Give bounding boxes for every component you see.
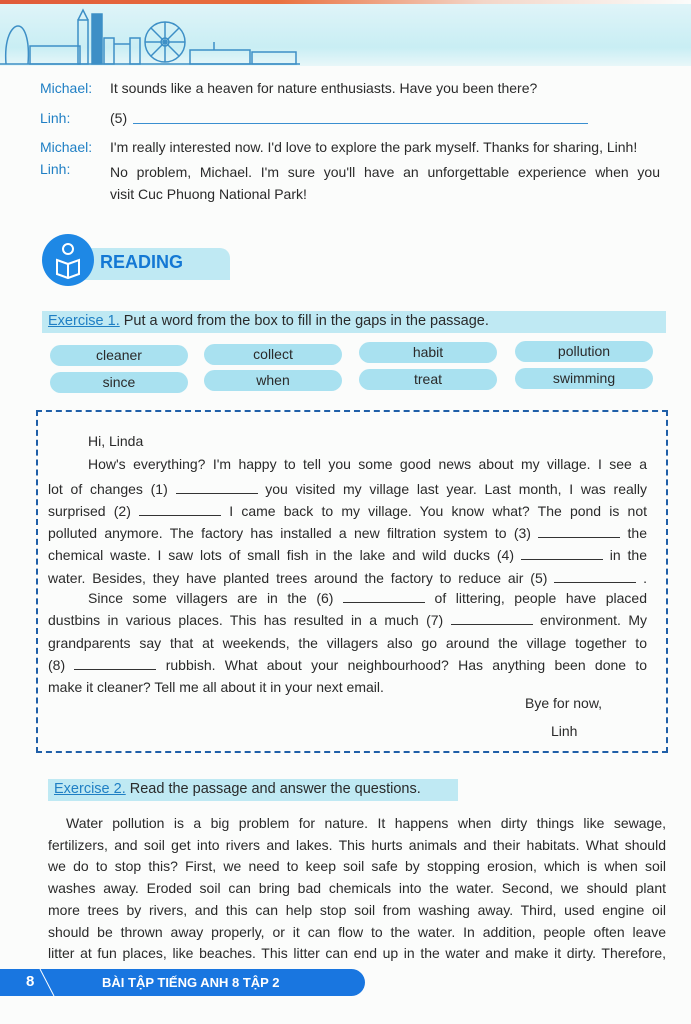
- letter-line: [88, 432, 143, 450]
- text-segment: of littering, people have placed: [434, 590, 647, 606]
- text-segment: How's everything? I'm happy to tell you some good news about my village. I see a: [88, 456, 647, 472]
- answer-blank[interactable]: [139, 504, 221, 516]
- answer-blank[interactable]: [538, 526, 620, 538]
- text-segment: in the: [609, 547, 648, 563]
- letter-line: [48, 569, 647, 587]
- text-segment: (8): [48, 657, 75, 673]
- page-number: 8: [26, 973, 35, 990]
- letter-line: [48, 546, 647, 564]
- word-chip: since: [50, 372, 188, 393]
- text-segment: the: [627, 525, 648, 541]
- text-segment: surprised (2): [48, 503, 140, 519]
- answer-blank[interactable]: [176, 482, 258, 494]
- speaker: Michael:: [40, 139, 93, 155]
- dialogue-text: No problem, Michael. I'm sure you'll have an unforgettable experience when you: [110, 164, 660, 180]
- speaker: Michael:: [40, 80, 93, 96]
- dialogue-text: visit Cuc Phuong National Park!: [110, 186, 307, 202]
- exercise-1-heading: [42, 311, 666, 333]
- answer-blank[interactable]: [343, 591, 425, 603]
- dialogue-line: [40, 139, 670, 155]
- divider-slash: [38, 969, 58, 996]
- word-chip: habit: [359, 342, 497, 363]
- letter-line: [48, 656, 647, 674]
- letter-line: [48, 524, 647, 542]
- word-chip: collect: [204, 344, 342, 365]
- answer-blank[interactable]: [74, 658, 156, 670]
- text-segment: .: [643, 570, 647, 586]
- word-chip: treat: [359, 369, 497, 390]
- text-segment: environment. My: [540, 612, 647, 628]
- letter-line: [48, 502, 647, 520]
- word-chip: when: [204, 370, 342, 391]
- passage-line: washes away. Eroded soil can bring bad chemicals into the water. Second, we should plant: [48, 880, 666, 897]
- reading-person-icon: [42, 234, 94, 286]
- answer-blank[interactable]: [451, 613, 533, 625]
- text-segment: dustbins in various places. This has resulted in a much (7): [48, 612, 451, 628]
- answer-blank[interactable]: [554, 571, 636, 583]
- text-segment: I came back to my village. You know what? The pond is not: [229, 503, 648, 519]
- letter-line: [48, 480, 647, 498]
- word-chip: swimming: [515, 368, 653, 389]
- letter-line: [48, 634, 647, 652]
- dialogue-line: [40, 80, 670, 96]
- exercise-label: Exercise 1.: [48, 313, 120, 329]
- passage-line: Water pollution is a big problem for nature. It happens when dirty things like sewage,: [66, 815, 666, 831]
- exercise-label: Exercise 2.: [54, 781, 126, 797]
- passage-line: we do to stop this? First, we need to keep soil safe by stopping erosion, which is when soil: [48, 858, 666, 875]
- word-chip: cleaner: [50, 345, 188, 366]
- speaker: Linh:: [40, 110, 71, 126]
- text-segment: lot of changes (1): [48, 481, 176, 497]
- letter-line: [88, 455, 647, 473]
- text-segment: make it cleaner? Tell me all about it in your next email.: [48, 679, 384, 695]
- letter-line: [88, 589, 647, 607]
- dialogue-line: [40, 110, 670, 126]
- letter-line: [48, 678, 384, 696]
- exercise-instruction: Read the passage and answer the questions.: [125, 781, 421, 797]
- letter-signature: Linh: [551, 723, 578, 739]
- text-segment: you visited my village last year. Last month, I was really: [265, 481, 647, 497]
- text-segment: polluted anymore. The factory has installed a new filtration system to (3): [48, 525, 539, 541]
- passage-line: more trees by rivers, and this can help stop soil from washing away. Third, used engine oil: [48, 901, 666, 918]
- dialogue-line: [40, 161, 670, 205]
- text-segment: water. Besides, they have planted trees around the factory to reduce air (5): [48, 570, 555, 586]
- word-chip: pollution: [515, 341, 653, 362]
- book-title: BÀI TẬP TIẾNG ANH 8 TẬP 2: [102, 975, 280, 990]
- letter-signoff: Bye for now,: [525, 695, 603, 711]
- speaker: Linh:: [40, 161, 71, 177]
- text-segment: grandparents say that at weekends, the villagers also go around the village together to: [48, 635, 647, 651]
- text-segment: Hi, Linda: [88, 433, 144, 449]
- passage-line: litter at fun places, like beaches. This litter can end up in the water and make it dirty. Therefore,: [48, 945, 666, 962]
- letter-line: [48, 611, 647, 629]
- exercise-instruction: Put a word from the box to fill in the gaps in the passage.: [119, 313, 489, 329]
- exercise-2-heading: [48, 779, 458, 801]
- answer-blank-line[interactable]: [133, 110, 588, 124]
- text-segment: rubbish. What about your neighbourhood? Has anything been done to: [165, 657, 648, 673]
- page-footer: [0, 969, 365, 996]
- passage-line: should be thrown away properly, or it can flow to the water. In addition, people often leave: [48, 923, 666, 940]
- answer-blank[interactable]: [521, 548, 603, 560]
- dialogue-text: It sounds like a heaven for nature enthusiasts. Have you been there?: [110, 80, 538, 96]
- text-segment: chemical waste. I saw lots of small fish in the lake and wild ducks (4): [48, 547, 521, 563]
- section-title: READING: [100, 252, 184, 272]
- text-segment: Since some villagers are in the (6): [88, 590, 343, 606]
- dialogue-text: (5): [110, 110, 128, 126]
- dialogue-text: I'm really interested now. I'd love to explore the park myself. Thanks for sharing, Linh!: [110, 139, 638, 155]
- passage-line: fertilizers, and soil get into rivers and lakes. This hurts animals and their habitats. What should: [48, 836, 666, 853]
- skyline-illustration: [0, 8, 300, 66]
